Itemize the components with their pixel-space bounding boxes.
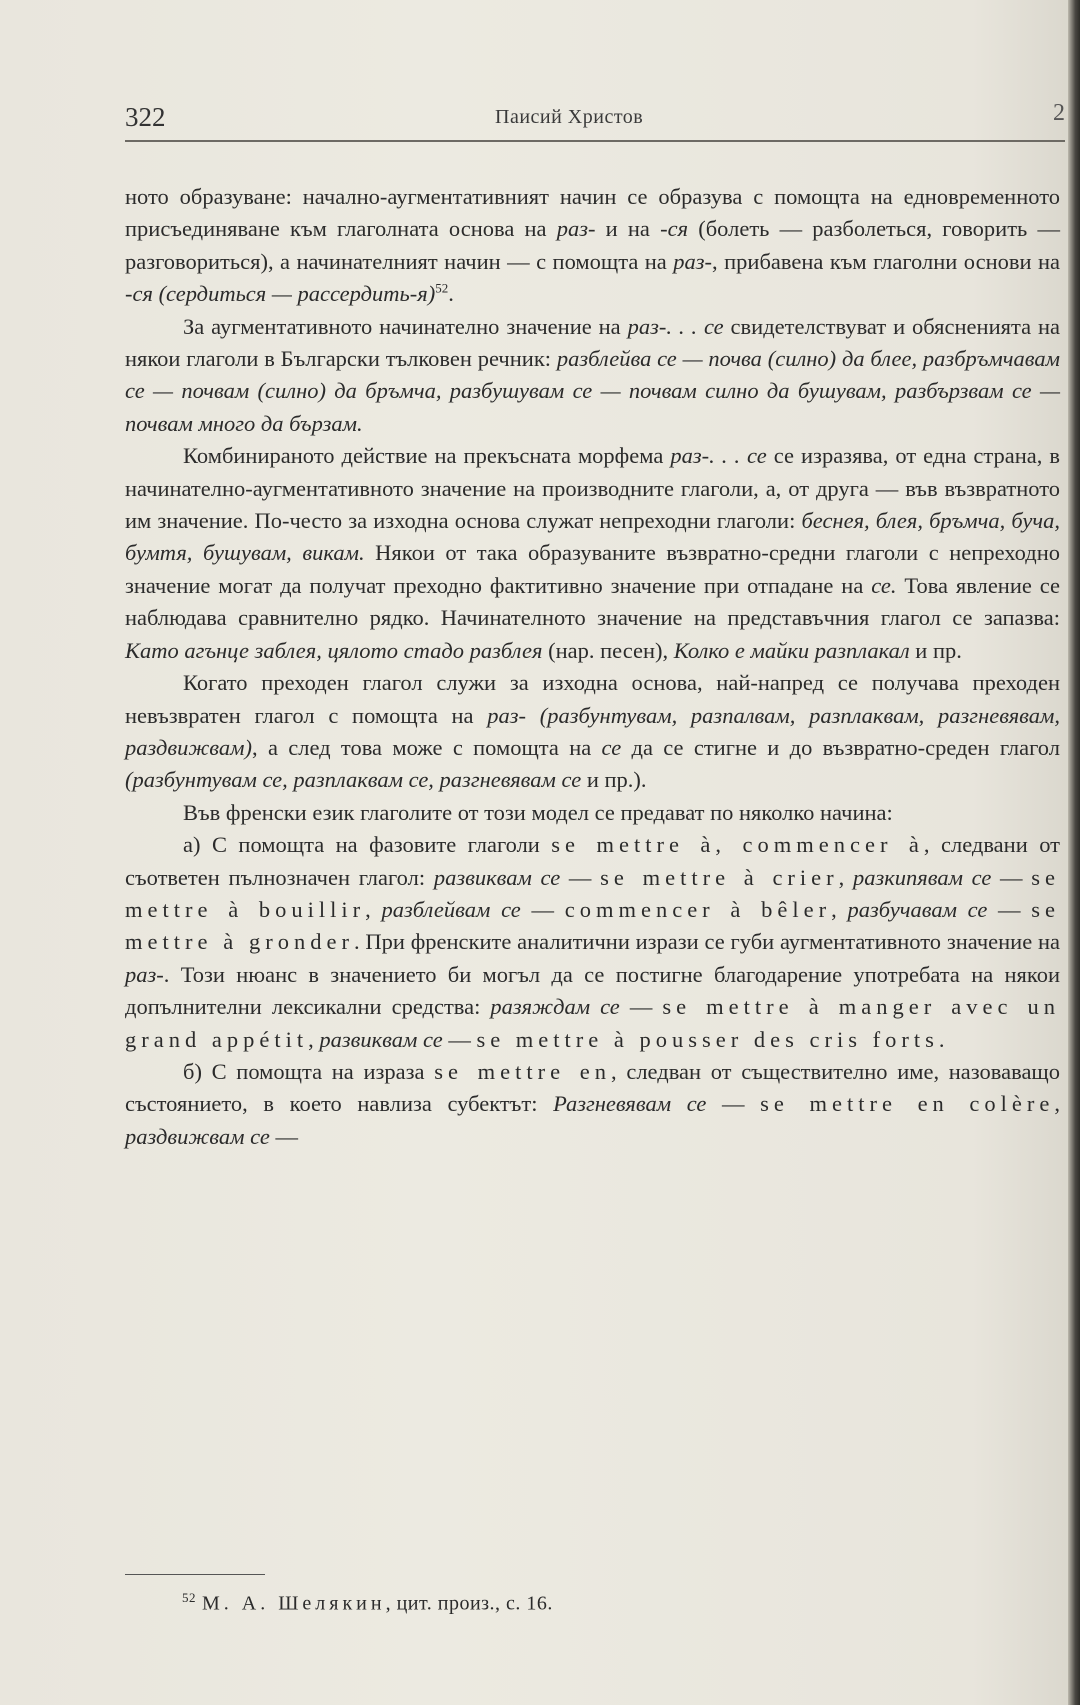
- page-header: [125, 98, 1065, 140]
- text-run: —: [442, 1026, 477, 1052]
- page-number: 322: [125, 102, 166, 132]
- spaced-french: se mettre à bouillir: [125, 864, 1061, 922]
- italic-run: -ся (сердиться — рассердить-я): [125, 281, 436, 307]
- running-head: Паисий Христов: [495, 106, 644, 128]
- italic-run: раздвижвам се: [125, 1123, 270, 1149]
- spaced-french: se mettre en colère: [760, 1091, 1055, 1117]
- text-run: .: [938, 1026, 945, 1052]
- italic-run: Като агънце заблея, цялото стадо разблея: [125, 637, 543, 663]
- text-run: (нар. песен),: [542, 637, 674, 663]
- text-run: —: [269, 1123, 298, 1149]
- next-page-fragment: 2: [1053, 100, 1065, 126]
- footnote-text: , цит. произ., с. 16.: [385, 1592, 553, 1615]
- text-run: ,: [831, 896, 848, 922]
- spaced-french: se mettre à, commencer à: [551, 832, 924, 858]
- text-run: , прибавена към глаголни основи на: [712, 248, 1060, 274]
- text-run: . Този нюанс в значението би могъл да се постигне благодарение употребата на някои допълнителни лексикални средства:: [125, 961, 1060, 1020]
- text-run: , следвани от съответен пълнозначен глагол:: [125, 832, 1060, 890]
- spaced-french: se mettre en: [434, 1058, 612, 1084]
- text-run: ,: [838, 864, 853, 890]
- paragraph-1: [125, 181, 1060, 311]
- text-run: Това явление се наблюдава сравнително рядко. Начинателното значение на представъчния глагол се запазва:: [125, 572, 1060, 631]
- text-run: ,: [308, 1026, 320, 1052]
- footnote-author: М. А. Шелякин: [202, 1592, 386, 1615]
- text-run: б) С помощта на израза: [183, 1058, 435, 1084]
- italic-run: беснея, блея, бръмча, буча, бумтя, бушувам, викам.: [125, 508, 1060, 566]
- text-run: .: [448, 281, 454, 307]
- italic-run: се: [601, 734, 622, 760]
- text-run: , следван от съществително име, назоваващо състоянието, в което навлиза субектът:: [125, 1058, 1061, 1117]
- paragraph-3: [125, 440, 1060, 667]
- text-run: —: [991, 864, 1032, 890]
- italic-run: раз- (разбунтувам, разпалвам, разплаквам, разгневявам, раздвижвам): [125, 702, 1061, 760]
- footnote: [182, 1590, 553, 1616]
- text-run: Комбинираното действие на прекъсната морфема: [183, 443, 671, 469]
- text-run: Някои от така образуваните възвратно-средни глаголи с непреходно значение могат да получат преходно фактитивно значение при отпадане на: [125, 540, 1061, 598]
- italic-run: Разгневявам се: [553, 1091, 707, 1117]
- text-run: ,: [365, 896, 382, 922]
- italic-run: Колко е майки разплакал: [673, 637, 910, 663]
- spaced-french: se mettre à crier: [600, 864, 839, 890]
- footnote-ref: 52: [435, 280, 449, 296]
- page-edge-shadow: [1068, 0, 1080, 1705]
- paragraph-7: [125, 1056, 1060, 1153]
- text-run: . При френските аналитични изрази се губи аугментативното значение на: [353, 929, 1060, 955]
- text-run: ното образуване: начално-аугментативният начин се образува с помощта на едновременното присъединяване към глаголната основа на: [125, 184, 1060, 242]
- text-run: свидетелствуват и обясненията на някои глаголи в Български тълковен речник:: [125, 313, 1060, 372]
- italic-run: -ся: [660, 216, 689, 242]
- spaced-french: commencer à bêler: [564, 896, 832, 922]
- italic-run: раз-: [556, 216, 596, 242]
- text-run: Във френски език глаголите от този модел се предават по няколко начина:: [183, 799, 893, 825]
- paragraph-4: [125, 667, 1060, 797]
- body-text: [125, 181, 1060, 1153]
- italic-run: (разбунтувам се, разплаквам се, разгневявам се: [125, 767, 582, 793]
- paragraph-6: [125, 829, 1060, 1056]
- italic-run: развиквам се: [433, 864, 561, 890]
- italic-run: раз-: [673, 248, 713, 274]
- spaced-french: se mettre à gronder: [125, 896, 1061, 955]
- text-run: се изразява, от една страна, в начинателно-аугментативното значение на производните глаголи, а, от друга — във възвратното им значение. По-често за изходна основа служат непреходни глаголи:: [125, 443, 1060, 534]
- text-run: —: [619, 994, 663, 1020]
- paragraph-2: [125, 311, 1060, 441]
- text-run: ,: [1054, 1091, 1061, 1117]
- text-run: —: [520, 896, 565, 922]
- text-run: —: [560, 864, 601, 890]
- text-run: За аугментативното начинателно значение на: [183, 313, 628, 339]
- italic-run: разблейва се — почва (силно) да блее, разбръмчавам се — почвам (силно) да бръмча, разбушувам се — почвам силно да бушувам, разбързвам се — почвам много да бързам.: [125, 346, 1060, 436]
- text-run: —: [706, 1091, 761, 1117]
- text-run: , а след това може с помощта на: [252, 734, 602, 760]
- text-run: и пр.: [909, 637, 962, 663]
- spaced-french: se mettre à manger avec un grand appétit: [125, 994, 1060, 1052]
- italic-run: развиквам се: [319, 1026, 443, 1052]
- text-run: (болеть — разболеться, говорить — разговориться), а начинателният начин — с помощта на: [125, 216, 1060, 274]
- italic-run: разкипявам се: [852, 864, 992, 890]
- paragraph-5: [125, 797, 1060, 829]
- footnote-number: 52: [182, 1590, 196, 1605]
- spaced-french: se mettre à pousser des cris forts: [476, 1026, 939, 1052]
- italic-run: се.: [871, 572, 897, 598]
- italic-run: разблейвам се: [381, 896, 521, 922]
- text-run: Когато преходен глагол служи за изходна основа, най-напред се получава преходен невъзвратен глагол с помощта на: [125, 670, 1060, 728]
- italic-run: раз-. . . се: [627, 313, 724, 339]
- text-run: —: [987, 896, 1032, 922]
- italic-run: разяждам се: [490, 994, 620, 1020]
- text-run: и пр.).: [581, 767, 647, 793]
- italic-run: разбучавам се: [847, 896, 988, 922]
- footnote-rule: [125, 1574, 265, 1575]
- text-run: да се стигне и до възвратно-среден глагол: [621, 734, 1060, 760]
- text-run: а) С помощта на фазовите глаголи: [183, 832, 552, 858]
- text-run: и на: [595, 216, 661, 242]
- header-rule: [125, 140, 1065, 142]
- italic-run: раз-: [125, 961, 164, 987]
- italic-run: раз-. . . се: [670, 443, 767, 469]
